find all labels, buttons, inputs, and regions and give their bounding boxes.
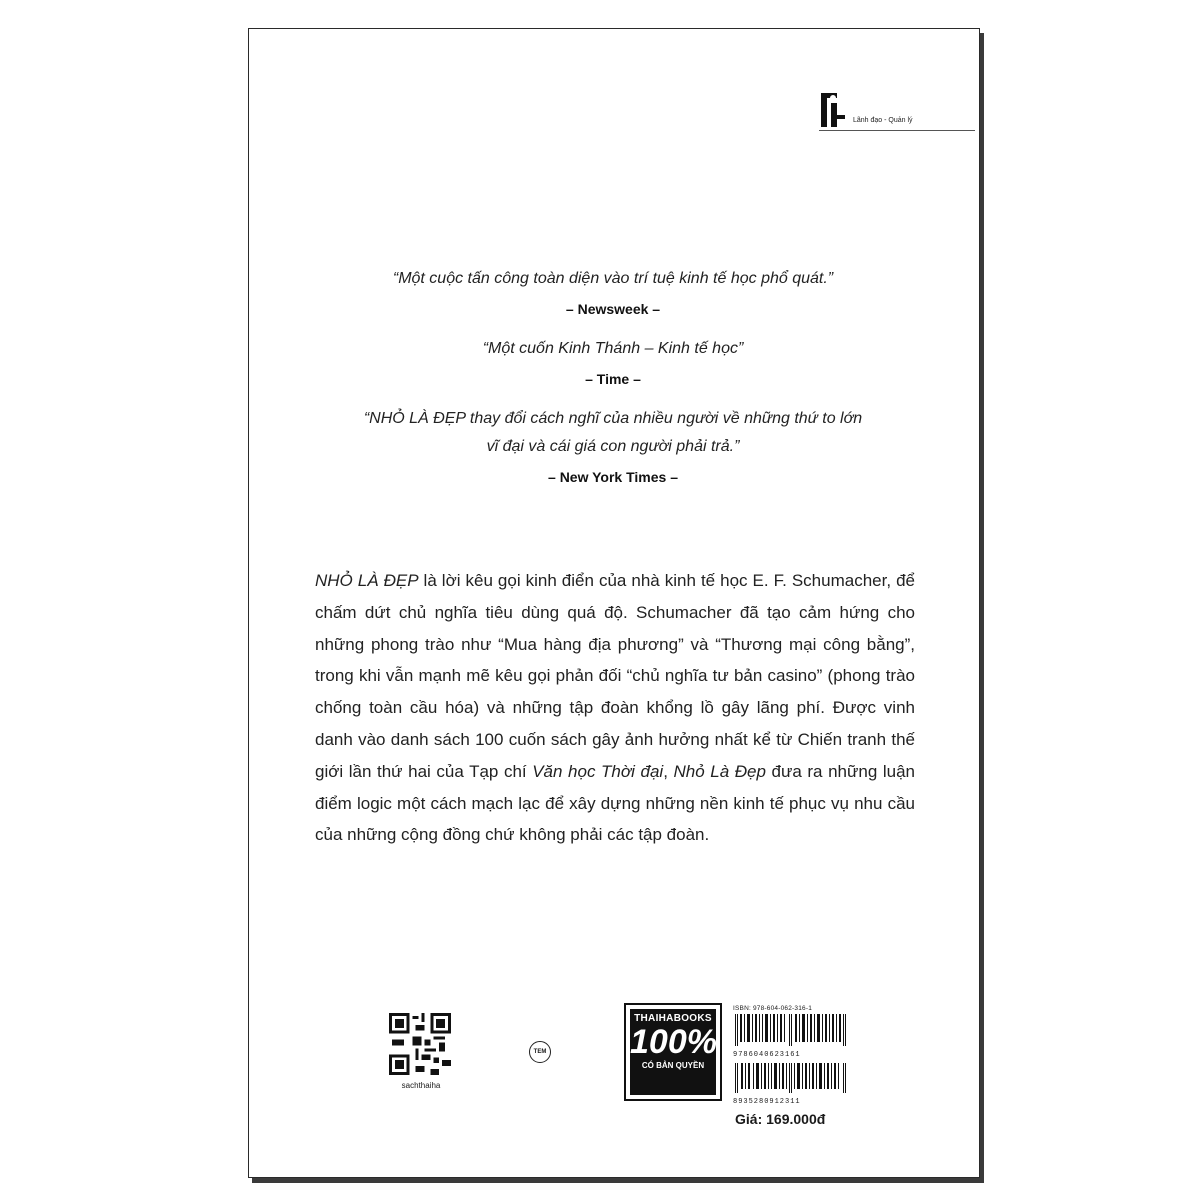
quote-text-line-1: “NHỎ LÀ ĐẸP thay đổi cách nghĩ của nhiều người về những thứ to lớn bbox=[363, 410, 863, 427]
badge-percent: 100% bbox=[630, 1023, 717, 1061]
book-description bbox=[315, 565, 915, 851]
isbn-number: ISBN: 978-604-062-316-1 bbox=[733, 1005, 813, 1012]
thaiha-books-logo bbox=[819, 89, 849, 129]
quote-source: – New York Times – bbox=[548, 469, 678, 485]
ean-barcode-icon bbox=[733, 1063, 851, 1093]
description-part-2: , bbox=[663, 761, 674, 781]
qr-code-icon bbox=[389, 1013, 451, 1075]
qr-label: sachthaiha bbox=[401, 1081, 441, 1090]
quote-nytimes bbox=[249, 405, 977, 487]
barcode-1-digits: 9786040623161 bbox=[733, 1051, 801, 1059]
badge-brand: THAIHABOOKS bbox=[634, 1013, 712, 1024]
quote-source: – Time – bbox=[585, 371, 641, 387]
book-title: NHỎ LÀ ĐẸP bbox=[315, 571, 419, 590]
quote-source: – Newsweek – bbox=[565, 301, 661, 317]
publisher-header bbox=[819, 89, 975, 135]
tem-stamp-icon: TEM bbox=[529, 1041, 551, 1063]
header-divider bbox=[819, 130, 975, 131]
quote-text-line-2: vĩ đại và cái giá con người phải trả.” bbox=[486, 438, 740, 455]
book-title-2: Nhỏ Là Đẹp bbox=[673, 761, 766, 781]
quote-text: “Một cuốn Kinh Thánh – Kinh tế học” bbox=[482, 340, 744, 357]
book-back-cover bbox=[248, 28, 980, 1178]
magazine-name: Văn học Thời đại bbox=[532, 761, 664, 781]
badge-subtitle: CÓ BẢN QUYỀN bbox=[641, 1061, 705, 1070]
quote-time bbox=[249, 335, 977, 389]
isbn-barcode-icon bbox=[733, 1014, 851, 1046]
quote-newsweek bbox=[249, 265, 977, 319]
copyright-badge bbox=[624, 1003, 722, 1101]
book-category: Lãnh đạo - Quản lý bbox=[853, 117, 913, 124]
description-part-3: đưa ra những luận điểm logic một cách mạch lạc để xây dựng những nền kinh tế phục vụ nhu cầu của những cộng đồng chứ không phải các tập đoàn. bbox=[315, 761, 916, 845]
barcode-2-digits: 8935280912311 bbox=[733, 1098, 801, 1106]
description-part-1: là lời kêu gọi kinh điển của nhà kinh tế học E. F. Schumacher, để chấm dứt chủ nghĩa tiêu dùng quá độ. Schumacher đã tạo cảm hứng cho những phong trào như “Mua hàng địa phương” và “Thương mại công bằng”, trong khi vẫn mạnh mẽ kêu gọi phản đối “chủ nghĩa tư bản casino” (phong trào chống toàn cầu hóa) và những tập đoàn khổng lồ gây lãng phí. Được vinh danh vào danh sách 100 cuốn sách gây ảnh hưởng nhất kể từ Chiến tranh thế giới lần thứ hai của Tạp chí bbox=[315, 571, 915, 781]
endorsement-quotes bbox=[249, 265, 977, 487]
barcodes bbox=[733, 1005, 853, 1106]
quote-text: “Một cuộc tấn công toàn diện vào trí tuệ kinh tế học phổ quát.” bbox=[392, 270, 834, 287]
book-price: Giá: 169.000đ bbox=[735, 1111, 826, 1127]
